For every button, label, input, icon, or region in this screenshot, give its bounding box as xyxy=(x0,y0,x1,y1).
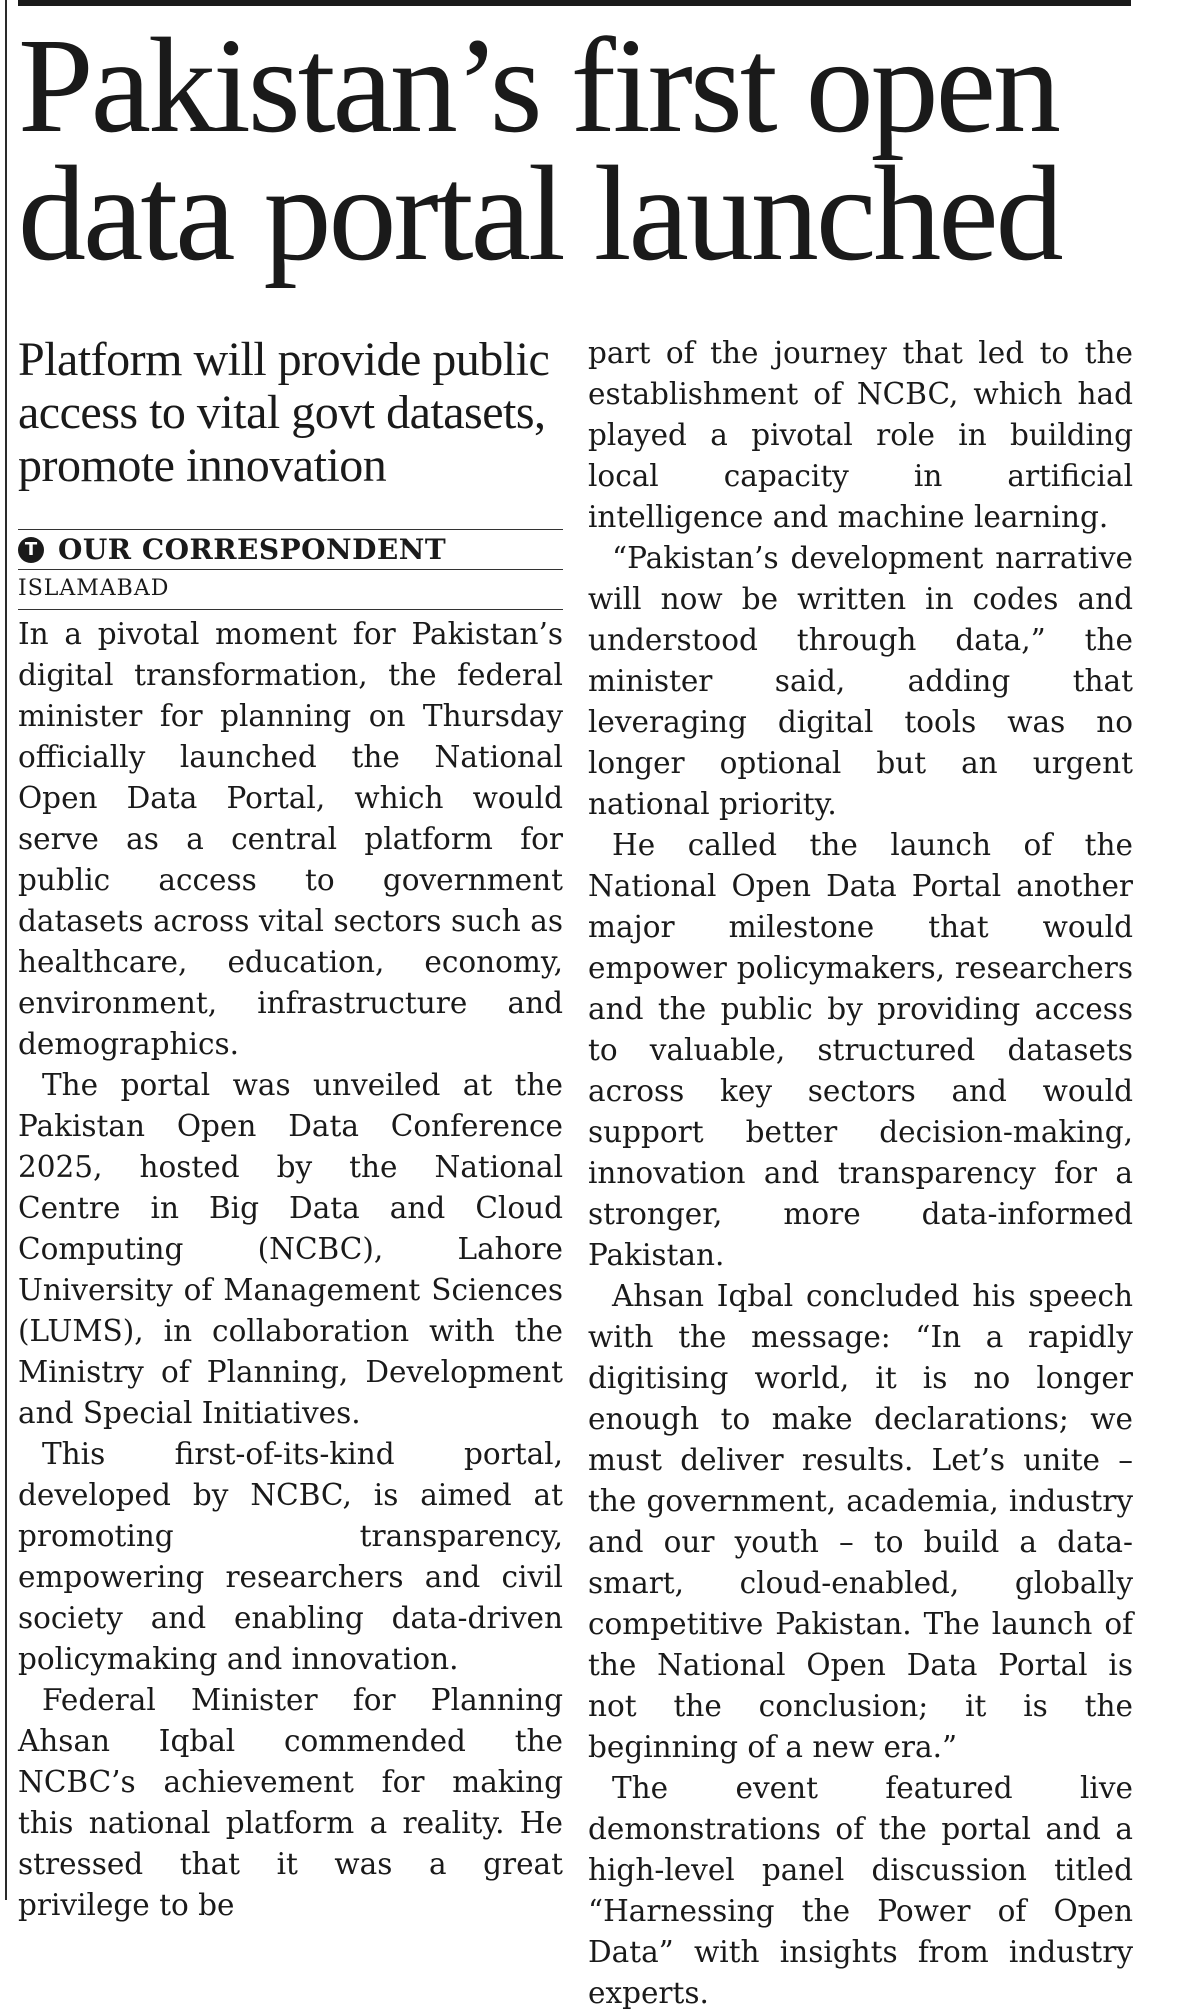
paragraph: This first-of-its-kind portal, developed by NCBC, is aimed at promoting transparency, empowering researchers and civil society and enabling data-driven policymaking and innovation. xyxy=(18,1437,563,1676)
article-subheadline: Platform will provide public access to vital govt datasets, promote innovation xyxy=(18,333,550,492)
paragraph: Federal Minister for Planning Ahsan Iqbal commended the NCBC’s achievement for making this national platform a reality. He stressed that it was a great privilege to be xyxy=(18,1683,563,1922)
paragraph: In a pivotal moment for Pakistan’s digital transformation, the federal minister for planning on Thursday officially launched the National Open Data Portal, which would serve as a central platform for public access to government datasets across vital sectors such as healthcare, education, economy, environment, infrastructure and demographics. xyxy=(18,617,563,1061)
top-rule xyxy=(18,0,1131,6)
byline xyxy=(18,529,563,570)
paragraph: He called the launch of the National Open Data Portal another major milestone that would empower policymakers, researchers and the public by providing access to valuable, structured datasets across key sectors and would support better decision-making, innovation and transparency for a stronger, more data-informed Pakistan. xyxy=(588,828,1133,1272)
left-column xyxy=(18,333,563,1926)
tribune-logo-icon: T xyxy=(18,537,44,563)
article-headline: Pakistan’s first open data portal launched xyxy=(18,11,1061,289)
paragraph-continued: part of the journey that led to the establishment of NCBC, which had played a pivotal role in building local capacity in artificial intelligence and machine learning. xyxy=(588,336,1133,534)
paragraph: The event featured live demonstrations of the portal and a high-level panel discussion titled “Harnessing the Power of Open Data” with insights from industry experts. xyxy=(588,1771,1133,2010)
right-column xyxy=(588,333,1133,2014)
left-body xyxy=(18,614,563,1926)
page-edge-rule xyxy=(5,0,7,1900)
dateline: ISLAMABAD xyxy=(18,570,563,610)
paragraph: “Pakistan’s development narrative will now be written in codes and understood through data,” the minister said, adding that leveraging digital tools was no longer optional but an urgent national priority. xyxy=(588,541,1133,821)
paragraph: Ahsan Iqbal concluded his speech with the message: “In a rapidly digitising world, it is no longer enough to make declarations; we must deliver results. Let’s unite – the government, academia, industry and our youth – to build a data-smart, cloud-enabled, globally competitive Pakistan. The launch of the National Open Data Portal is not the conclusion; it is the beginning of a new era.” xyxy=(588,1279,1133,1764)
byline-author: OUR CORRESPONDENT xyxy=(58,533,447,566)
right-body xyxy=(588,333,1133,2014)
paragraph: The portal was unveiled at the Pakistan Open Data Conference 2025, hosted by the National Centre in Big Data and Cloud Computing (NCBC), Lahore University of Management Sciences (LUMS), in collaboration with the Ministry of Planning, Development and Special Initiatives. xyxy=(18,1068,563,1430)
